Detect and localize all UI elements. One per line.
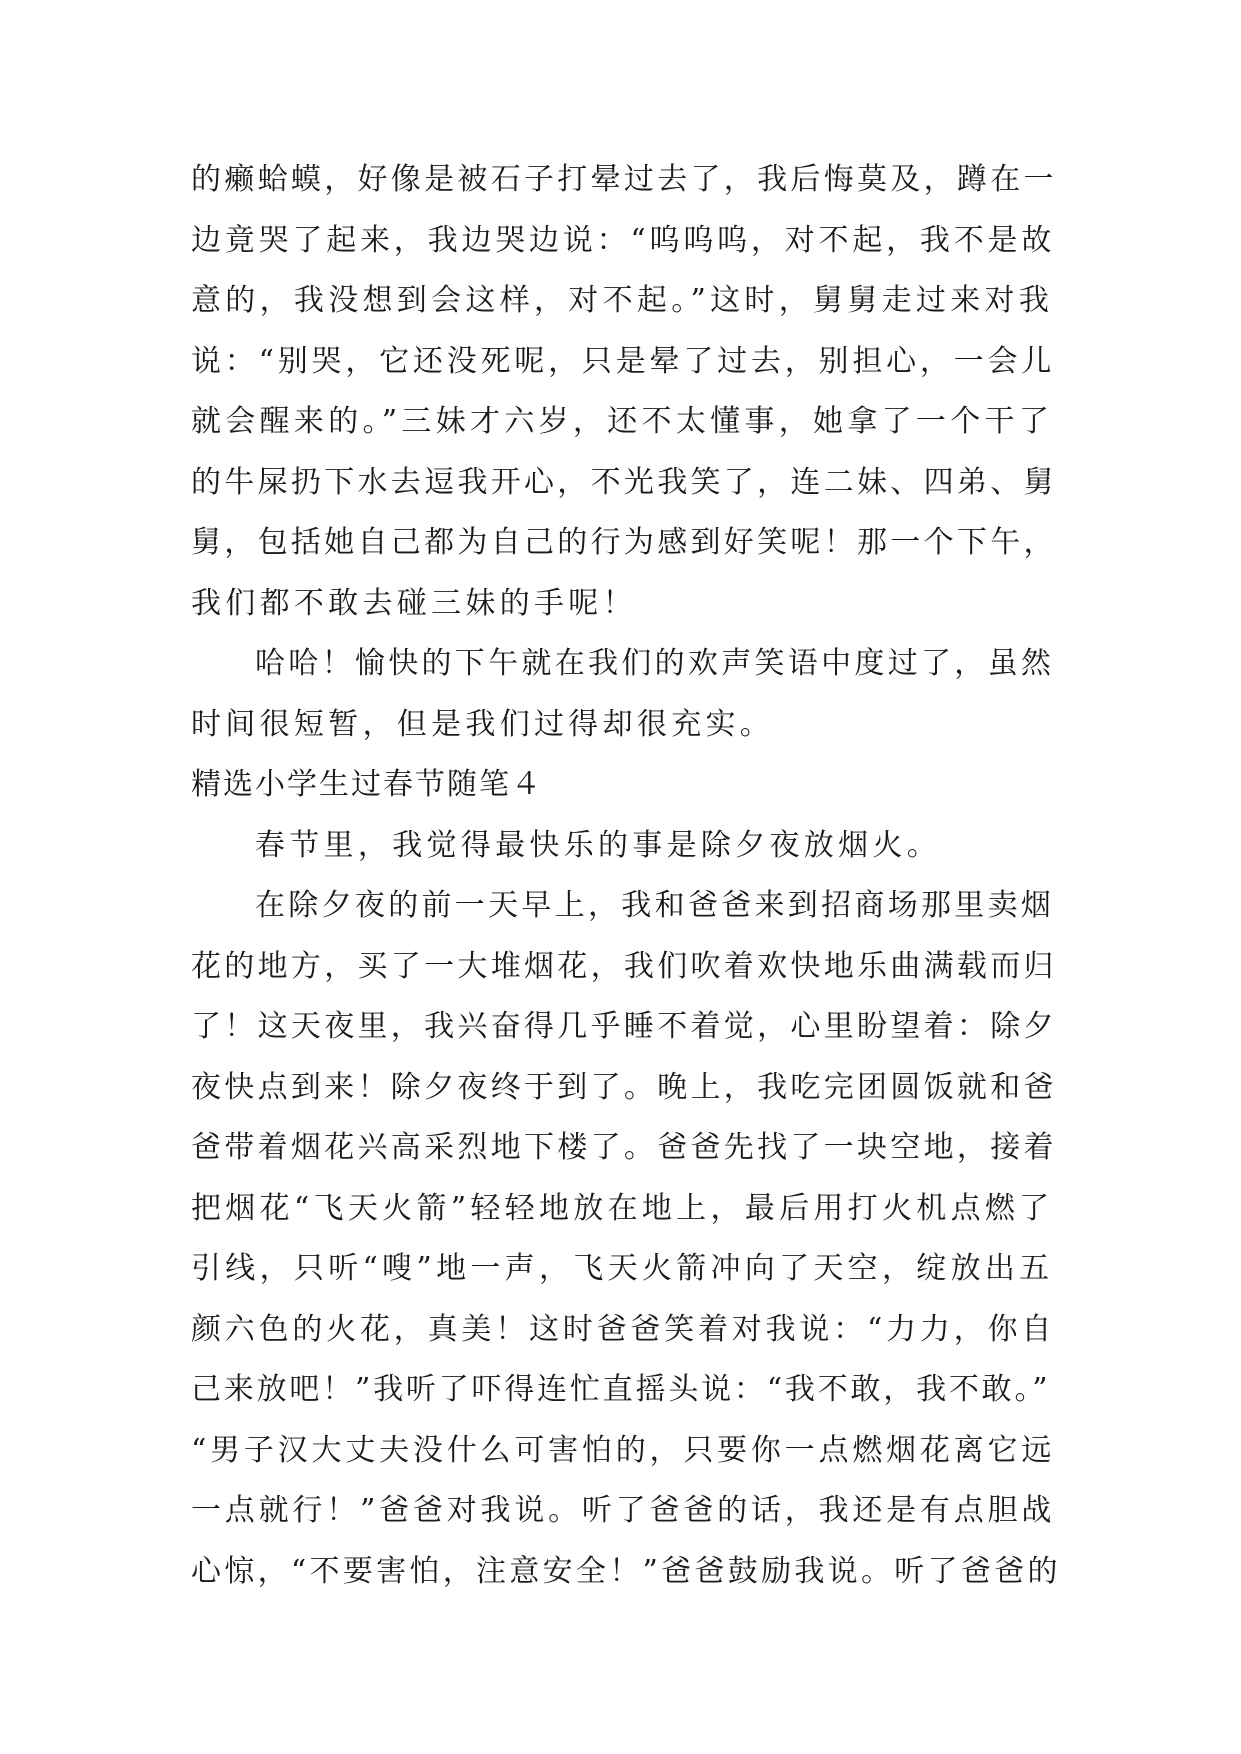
text-line: 己来放吧！”我听了吓得连忙直摇头说：“我不敢，我不敢。” <box>191 1372 1051 1407</box>
text-line: 说：“别哭，它还没死呢，只是晕了过去，别担心，一会儿 <box>191 343 1056 379</box>
text-line: 在除夕夜的前一天早上，我和爸爸来到招商场那里卖烟 <box>255 888 1055 923</box>
text-line: “男子汉大丈夫没什么可害怕的，只要你一点燃烟花离它远 <box>191 1432 1056 1468</box>
text-line: 时间很短暂，但是我们过得却很充实。 <box>191 706 775 742</box>
text-line: 边竟哭了起来，我边哭边说：“呜呜呜，对不起，我不是故 <box>191 222 1056 258</box>
text-line: 意的，我没想到会这样，对不起。”这时，舅舅走过来对我 <box>191 283 1054 318</box>
text-line: 夜快点到来！除夕夜终于到了。晚上，我吃完团圆饭就和爸 <box>191 1069 1057 1105</box>
text-line: 引线，只听“嗖”地一声，飞天火箭冲向了天空，绽放出五 <box>191 1251 1054 1286</box>
text-line: 舅，包括她自己都为自己的行为感到好笑呢！那一个下午， <box>191 525 1057 560</box>
text-line: 颜六色的火花，真美！这时爸爸笑着对我说：“力力，你自 <box>191 1311 1056 1347</box>
text-line: 爸带着烟花兴高采烈地下楼了。爸爸先找了一块空地，接着 <box>191 1130 1057 1165</box>
text-line: 就会醒来的。”三妹才六岁，还不太懂事，她拿了一个干了 <box>191 404 1054 439</box>
text-line: 把烟花“飞天火箭”轻轻地放在地上，最后用打火机点燃了 <box>191 1190 1054 1226</box>
text-line: 花的地方，买了一大堆烟花，我们吹着欢快地乐曲满载而归 <box>191 948 1057 984</box>
text-line: 的癞蛤蟆，好像是被石子打晕过去了，我后悔莫及，蹲在一 <box>191 162 1057 197</box>
text-line: 的牛屎扔下水去逗我开心，不光我笑了，连二妹、四弟、舅 <box>191 464 1057 500</box>
text-line: 了！这天夜里，我兴奋得几乎睡不着觉，心里盼望着：除夕 <box>191 1009 1057 1044</box>
text-line: 一点就行！”爸爸对我说。听了爸爸的话，我还是有点胆战 <box>191 1493 1056 1528</box>
text-line: 春节里，我觉得最快乐的事是除夕夜放烟火。 <box>255 827 941 863</box>
document-body <box>191 150 1061 1602</box>
text-line: 哈哈！愉快的下午就在我们的欢声笑语中度过了，虽然 <box>255 646 1055 681</box>
text-line: 心惊，“不要害怕，注意安全！”爸爸鼓励我说。听了爸爸的 <box>191 1553 1061 1589</box>
text-line: 我们都不敢去碰三妹的手呢！ <box>191 585 637 621</box>
section-heading: 精选小学生过春节随笔４ <box>191 767 543 802</box>
